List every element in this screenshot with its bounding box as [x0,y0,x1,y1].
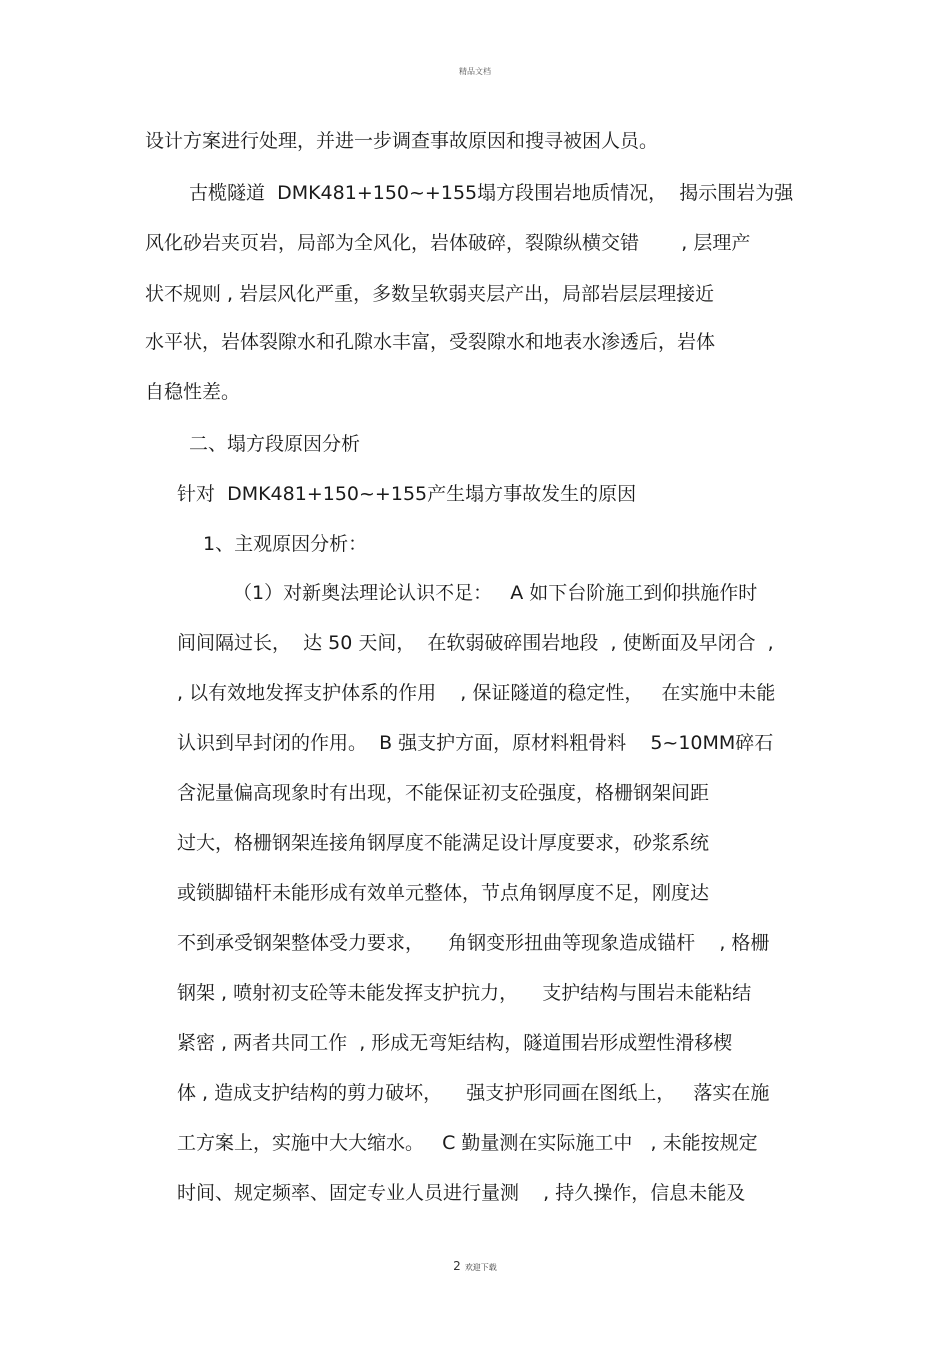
text-line: 紧密 , 两者共同工作 , 形成无弯矩结构，隧道围岩形成塑性滑移楔 [177,1032,733,1054]
text-line: 体 , 造成支护结构的剪力破坏， 强支护形同画在图纸上， 落实在施 [177,1082,770,1104]
text-line: , 以有效地发挥支护体系的作用 , 保证隧道的稳定性， 在实施中未能 [177,682,776,704]
section-heading: 二、塌方段原因分析 [189,433,361,455]
text-line: （1）对新奥法理论认识不足： A 如下台阶施工到仰拱施作时 [233,582,758,604]
text-line: 含泥量偏高现象时有出现，不能保证初支砼强度，格栅钢架间距 [177,782,710,804]
footer-text: 欢迎下载 [464,1263,497,1272]
page-footer [0,1259,950,1273]
text-line: 过大，格栅钢架连接角钢厚度不能满足设计厚度要求，砂浆系统 [177,832,710,854]
text-line: 针对 DMK481+150~+155产生塌方事故发生的原因 [177,483,637,505]
text-line: 间间隔过长， 达 50 天间， 在软弱破碎围岩地段 , 使断面及早闭合 , [177,632,774,654]
text-line: 状不规则 , 岩层风化严重，多数呈软弱夹层产出，局部岩层层理接近 [145,283,715,305]
page-number: 2 [453,1259,461,1273]
text-line: 风化砂岩夹页岩，局部为全风化，岩体破碎，裂隙纵横交错 , 层理产 [145,232,751,254]
text-line: 工方案上，实施中大大缩水。 C 勤量测在实际施工中 , 未能按规定 [177,1132,758,1154]
text-line: 钢架 , 喷射初支砼等未能发挥支护抗力， 支护结构与围岩未能粘结 [177,982,752,1004]
text-line: 时间、规定频率、固定专业人员进行量测 , 持久操作，信息未能及 [177,1182,746,1204]
page-header: 精品文档 [459,67,491,76]
text-line: 不到承受钢架整体受力要求， 角钢变形扭曲等现象造成锚杆 , 格栅 [177,932,770,954]
text-line: 或锁脚锚杆未能形成有效单元整体，节点角钢厚度不足，刚度达 [177,882,710,904]
text-line: 古榄隧道 DMK481+150~+155塌方段围岩地质情况， 揭示围岩为强 [189,182,794,204]
text-line: 水平状，岩体裂隙水和孔隙水丰富，受裂隙水和地表水渗透后，岩体 [145,331,716,353]
text-line: 自稳性差。 [145,381,241,403]
text-line: 认识到早封闭的作用。 B 强支护方面，原材料粗骨料 5~10MM碎石 [177,732,774,754]
text-line: 设计方案进行处理，并进一步调查事故原因和搜寻被困人员。 [145,130,659,152]
subsection-heading: 1、主观原因分析： [203,533,368,555]
